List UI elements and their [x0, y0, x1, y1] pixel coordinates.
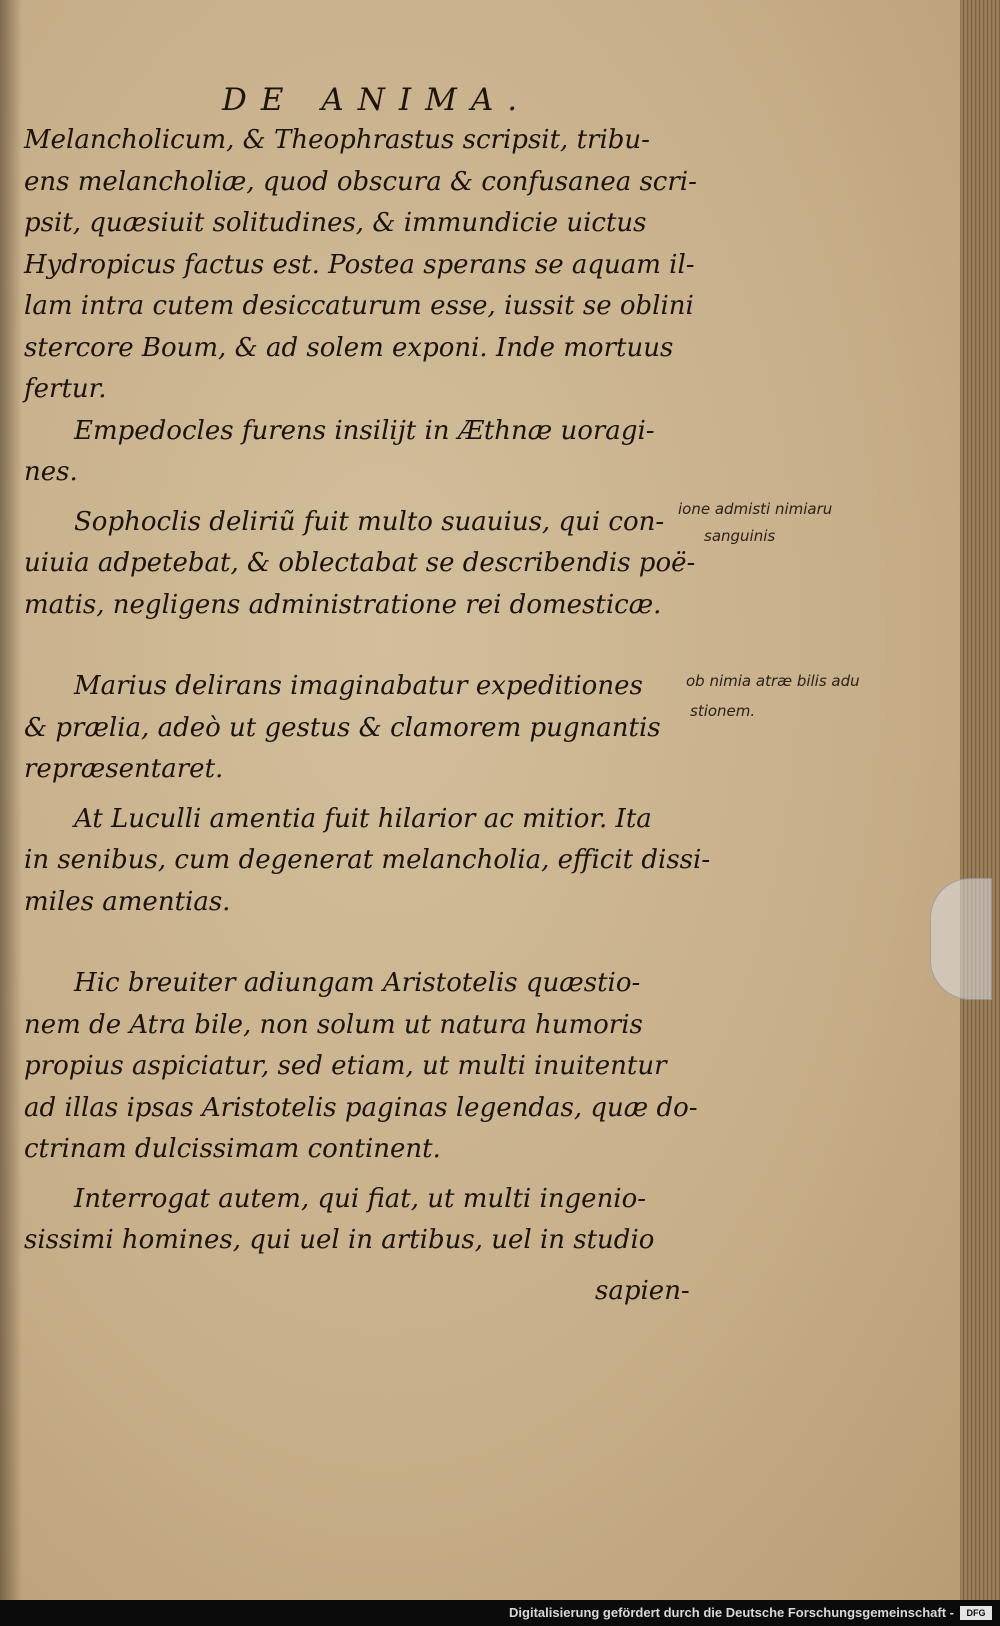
text-line: propius aspiciatur, sed etiam, ut multi inuitentur: [24, 1051, 667, 1081]
marginal-note: ione admisti nimiaru: [678, 500, 833, 518]
spine-shadow: [0, 0, 22, 1600]
paragraph-sophocles: [24, 502, 704, 627]
marginal-note: stionem.: [690, 702, 756, 720]
text-line: ctrinam dulcissimam continent.: [24, 1134, 441, 1164]
text-line: nes.: [24, 457, 78, 487]
paragraph-empedocles: [24, 411, 704, 494]
paragraph-marius: [24, 666, 704, 791]
text-line: ens melancholiæ, quod obscura & confusanea scri-: [24, 166, 697, 197]
text-line: matis, negligens administratione rei domesticæ.: [24, 589, 662, 620]
dfg-logo: DFG: [960, 1606, 992, 1620]
text-block: [24, 120, 711, 1262]
text-line: Hydropicus factus est. Postea sperans se aquam il-: [24, 249, 695, 280]
catchword: sapien-: [595, 1276, 690, 1306]
text-line: ad illas ipsas Aristotelis paginas legendas, quæ do-: [24, 1092, 698, 1123]
text-line: Hic breuiter adiungam Aristotelis quæstio-: [74, 968, 641, 998]
footer-credit: Digitalisierung gefördert durch die Deutsche Forschungsgemeinschaft -: [509, 1605, 954, 1620]
text-line: lam intra cutem desiccaturum esse, iussit se oblini: [24, 291, 694, 321]
text-line: miles amentias.: [24, 886, 231, 917]
running-head: DE ANIMA.: [222, 82, 532, 118]
clip-tab: [930, 878, 992, 1000]
marginal-note: sanguinis: [704, 527, 776, 545]
footer-bar: [0, 1600, 1000, 1626]
text-line: Interrogat autem, qui fiat, ut multi ingenio-: [74, 1183, 647, 1214]
text-line: Marius delirans imaginabatur expeditiones: [74, 671, 643, 701]
paragraph-interrogat: [24, 1179, 704, 1262]
text-line: nem de Atra bile, non solum ut natura humoris: [24, 1009, 643, 1040]
page-edge: [960, 0, 1000, 1600]
text-line: fertur.: [24, 374, 107, 404]
text-line: psit, quæsiuit solitudines, & immundicie uictus: [24, 208, 647, 238]
text-line: Empedocles furens insilijt in Æthnæ uoragi-: [74, 415, 655, 446]
marginal-note: ob nimia atræ bilis adu: [686, 672, 860, 690]
text-line: Sophoclis deliriũ fuit multo suauius, qui con-: [74, 506, 665, 537]
text-line: sissimi homines, qui uel in artibus, uel in studio: [24, 1225, 655, 1255]
paragraph-theophrastus: [24, 120, 704, 411]
text-line: in senibus, cum degenerat melancholia, efficit dissi-: [24, 845, 711, 875]
text-line: Melancholicum, & Theophrastus scripsit, tribu-: [24, 125, 650, 155]
text-line: & prælia, adeò ut gestus & clamorem pugnantis: [24, 712, 661, 743]
text-line: repræsentaret.: [24, 754, 224, 784]
paragraph-lucullus: [24, 799, 711, 924]
paragraph-aristotle: [24, 963, 704, 1171]
text-line: At Luculli amentia fuit hilarior ac mitior. Ita: [74, 803, 652, 834]
text-line: uiuia adpetebat, & oblectabat se describendis poë-: [24, 548, 696, 578]
text-line: stercore Boum, & ad solem exponi. Inde mortuus: [24, 332, 674, 363]
